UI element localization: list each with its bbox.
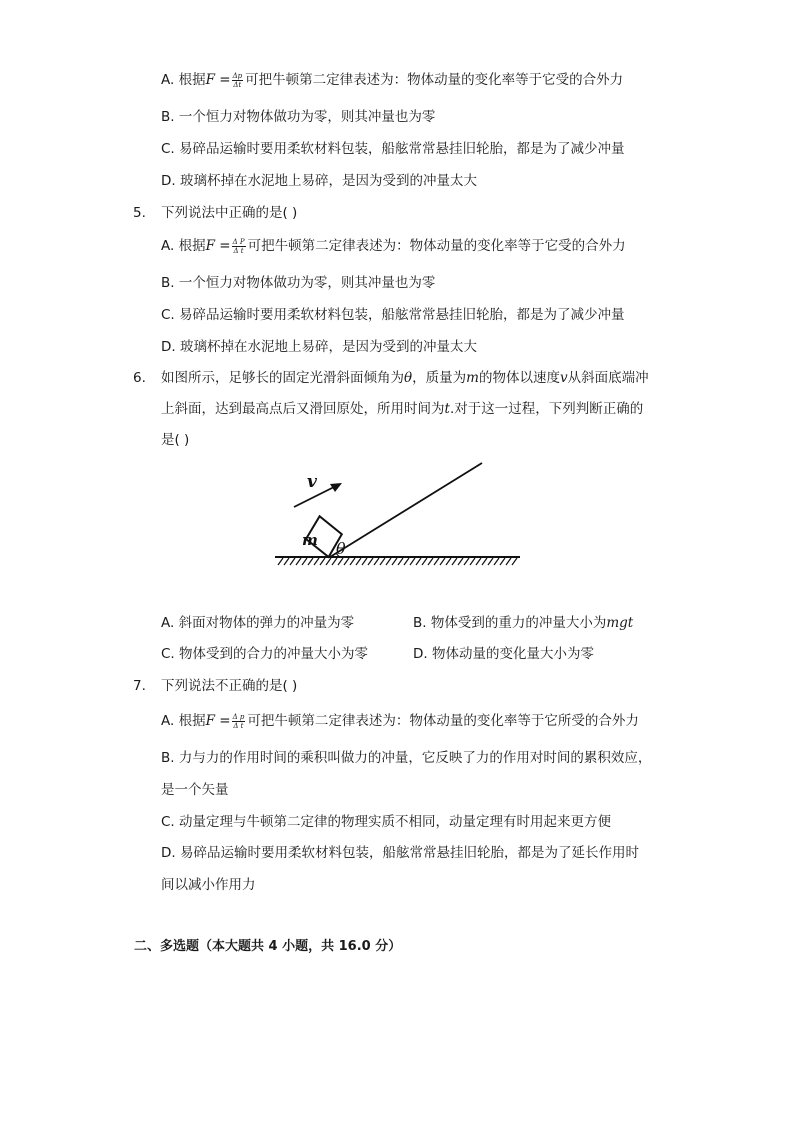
option-letter: D. (161, 845, 176, 861)
option-text: 一个恒力对物体做功为零，则其冲量也为零 (178, 275, 436, 291)
hatch-mark (368, 558, 373, 565)
question-stem-line (161, 368, 649, 388)
hatch-mark (338, 558, 343, 565)
option-text: 玻璃杯掉在水泥地上易碎，是因为受到的冲量太大 (179, 173, 477, 189)
hatch-mark (446, 558, 451, 565)
question-stem-line: 是( ) (161, 432, 190, 448)
hatch-mark (452, 558, 457, 565)
hatch-mark (512, 558, 517, 565)
fraction-denominator: Δ t (233, 721, 244, 730)
hatch-mark (440, 558, 445, 565)
option-letter: A. (161, 238, 175, 254)
question-number: 5. (133, 205, 146, 221)
fraction (232, 238, 246, 255)
option-letter: C. (161, 814, 175, 830)
hatch-mark (386, 558, 391, 565)
fraction-numerator: Δ P (232, 237, 245, 246)
formula: F = (205, 238, 231, 254)
q7-option-d-cont: 间以减小作用力 (161, 877, 256, 893)
ground-hatching (278, 558, 517, 565)
hatch-mark (356, 558, 361, 565)
question-number: 6. (133, 370, 146, 386)
math-symbol: m (466, 370, 479, 386)
q7-option-b-cont: 是一个矢量 (161, 782, 229, 798)
option-text: 动量定理与牛顿第二定律的物理实质不相同，动量定理有时用起来更方便 (179, 814, 612, 830)
hatch-mark (320, 558, 325, 565)
math-symbol: v (559, 370, 568, 386)
hatch-mark (506, 558, 511, 565)
stem-text: ，质量为 (412, 370, 467, 386)
formula: F = (205, 72, 231, 88)
hatch-mark (404, 558, 409, 565)
hatch-mark (482, 558, 487, 565)
fraction (232, 713, 246, 730)
hatch-mark (476, 558, 481, 565)
math-symbol: θ (404, 370, 413, 386)
option-text: 易碎品运输时要用柔软材料包装，船舷常常悬挂旧轮胎，都是为了减少冲量 (179, 141, 625, 157)
prev-option-b (161, 107, 435, 127)
q7-option-a (161, 711, 639, 731)
question-stem: 下列说法不正确的是( ) (161, 678, 298, 694)
option-text: 物体受到的合力的冲量大小为零 (179, 646, 369, 662)
q5-option-c (161, 305, 625, 325)
hatch-mark (464, 558, 469, 565)
stem-text: 如图所示，足够长的固定光滑斜面倾角为 (161, 370, 404, 386)
q7-option-d (161, 843, 639, 863)
hatch-mark (314, 558, 319, 565)
hatch-mark (428, 558, 433, 565)
q6-option-c (161, 644, 368, 664)
option-letter: C. (161, 307, 175, 323)
q5-option-d (161, 337, 477, 357)
hatch-mark (416, 558, 421, 565)
option-letter: B. (161, 275, 175, 291)
option-text: 斜面对物体的弹力的冲量为零 (178, 615, 355, 631)
option-text: 易碎品运输时要用柔软材料包装，船舷常常悬挂旧轮胎，都是为了减少冲量 (179, 307, 625, 323)
q5-option-b (161, 273, 435, 293)
q6-option-d (413, 644, 594, 664)
option-letter: D. (413, 646, 428, 662)
incline-line (330, 463, 482, 557)
hatch-mark (392, 558, 397, 565)
option-text: 一个恒力对物体做功为零，则其冲量也为零 (178, 109, 436, 125)
hatch-mark (344, 558, 349, 565)
formula: F = (205, 713, 231, 729)
fraction-numerator: Δp (232, 71, 243, 80)
option-letter: B. (413, 615, 427, 631)
option-text: 可把牛顿第二定律表述为：物体动量的变化率等于它受的合外力 (245, 72, 624, 88)
option-letter: D. (161, 339, 176, 355)
hatch-mark (422, 558, 427, 565)
option-letter: D. (161, 173, 176, 189)
option-letter: A. (161, 72, 175, 88)
hatch-mark (500, 558, 505, 565)
option-text: 物体动量的变化量大小为零 (431, 646, 594, 662)
option-text: 玻璃杯掉在水泥地上易碎，是因为受到的冲量太大 (179, 339, 477, 355)
stem-text: 上斜面，达到最高点后又滑回原处，所用时间为 (161, 401, 445, 417)
question-stem: 下列说法中正确的是( ) (161, 205, 298, 221)
hatch-mark (296, 558, 301, 565)
hatch-mark (434, 558, 439, 565)
prev-option-d (161, 171, 477, 191)
option-letter: A. (161, 615, 175, 631)
option-letter: B. (161, 750, 175, 766)
option-letter: C. (161, 141, 175, 157)
q7-option-b (161, 748, 651, 768)
hatch-mark (398, 558, 403, 565)
q6-option-b (413, 613, 633, 633)
fraction-denominator: Δ t (233, 246, 244, 255)
hatch-mark (374, 558, 379, 565)
math-symbol: t (444, 401, 450, 417)
option-text: 根据 (178, 72, 206, 88)
option-letter: A. (161, 713, 175, 729)
incline-figure (270, 455, 525, 580)
q5-option-a (161, 236, 626, 256)
option-text: 根据 (178, 238, 206, 254)
stem-text: 的物体以速度 (478, 370, 560, 386)
hatch-mark (458, 558, 463, 565)
hatch-mark (332, 558, 337, 565)
question-number: 7. (133, 678, 146, 694)
velocity-arrow (294, 483, 342, 507)
stem-text: 从斜面底端冲 (567, 370, 649, 386)
hatch-mark (362, 558, 367, 565)
option-text: 根据 (178, 713, 206, 729)
hatch-mark (488, 558, 493, 565)
stem-text: .对于这一过程，下列判断正确的 (449, 401, 644, 417)
hatch-mark (380, 558, 385, 565)
hatch-mark (278, 558, 283, 565)
hatch-mark (290, 558, 295, 565)
fraction-denominator: Δt (233, 80, 242, 89)
hatch-mark (326, 558, 331, 565)
velocity-label: v (307, 472, 317, 492)
hatch-mark (284, 558, 289, 565)
hatch-mark (302, 558, 307, 565)
option-text: 力与力的作用时间的乘积叫做力的冲量，它反映了力的作用对时间的累积效应， (178, 750, 652, 766)
hatch-mark (350, 558, 355, 565)
hatch-mark (308, 558, 313, 565)
option-letter: C. (161, 646, 175, 662)
section-title: 二、多选题（本大题共 4 小题，共 16.0 分） (134, 939, 402, 954)
question-stem-line (161, 399, 643, 419)
mass-label: m (302, 531, 318, 549)
hatch-mark (470, 558, 475, 565)
hatch-mark (494, 558, 499, 565)
hatch-mark (410, 558, 415, 565)
option-letter: B. (161, 109, 175, 125)
prev-option-c (161, 139, 625, 159)
option-text: 物体受到的重力的冲量大小为 (430, 615, 607, 631)
angle-label: θ (336, 539, 346, 558)
q6-option-a (161, 613, 354, 633)
fraction-numerator: Δ p (232, 712, 245, 721)
option-text: 易碎品运输时要用柔软材料包装，船舷常常悬挂旧轮胎，都是为了延长作用时 (179, 845, 639, 861)
option-text: 可把牛顿第二定律表述为：物体动量的变化率等于它受的合外力 (247, 238, 626, 254)
option-text: 可把牛顿第二定律表述为：物体动量的变化率等于它所受的合外力 (247, 713, 639, 729)
q7-option-c (161, 812, 611, 832)
math-expression: mgt (606, 615, 634, 631)
fraction (232, 72, 244, 89)
prev-option-a (161, 70, 623, 90)
